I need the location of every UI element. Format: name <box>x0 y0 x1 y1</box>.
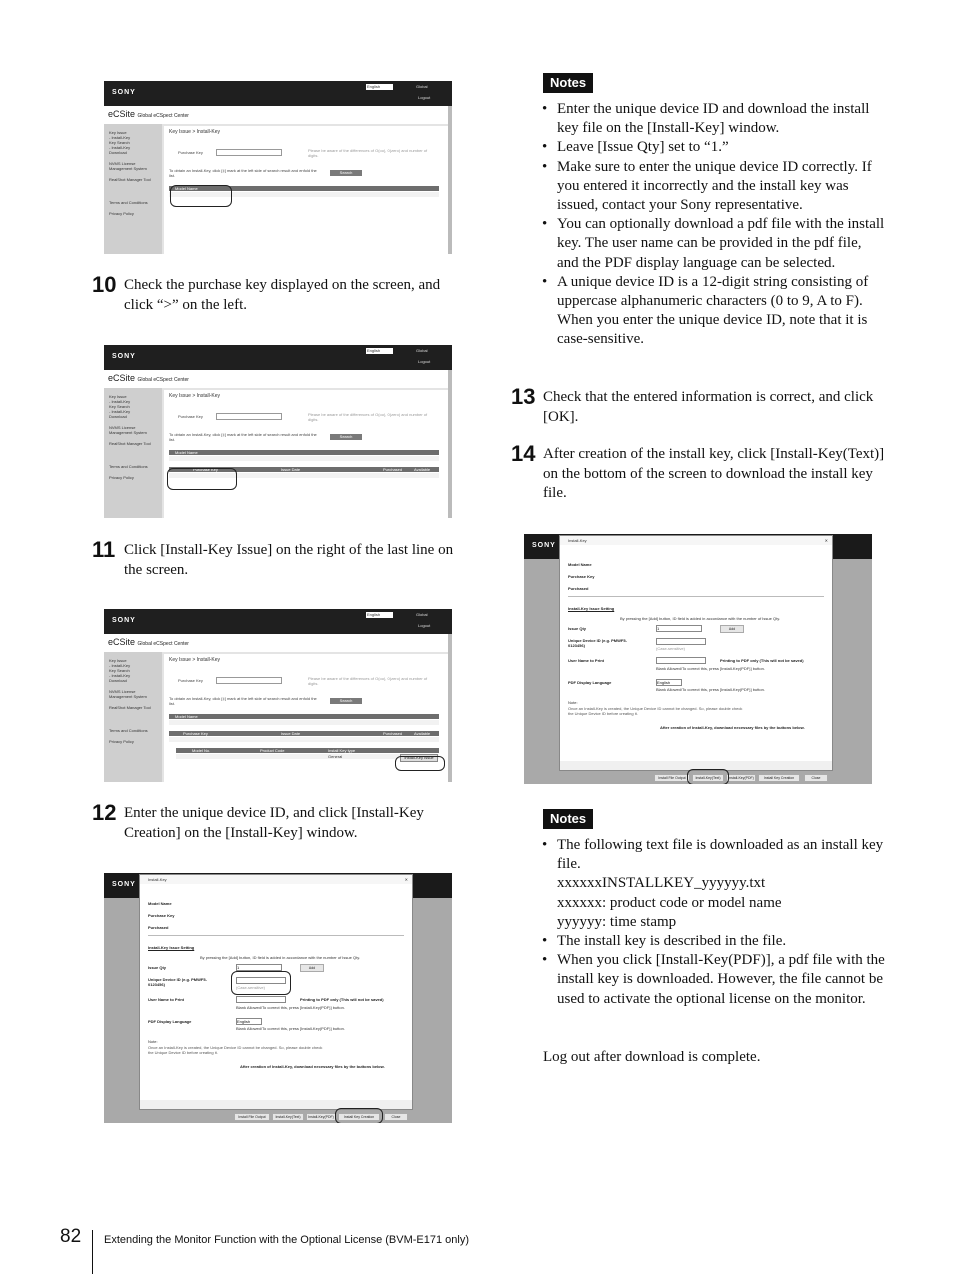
sidebar-item[interactable]: - Install-Key <box>109 145 131 150</box>
step-text: After creation of the install key, click [Install-Key(Text)] on the bottom of the screen to download the install key file. <box>543 446 885 501</box>
sidebar-item[interactable]: Download <box>109 414 127 419</box>
install-key-pdf-button[interactable]: Install-Key(PDF) <box>306 1113 336 1121</box>
pdf-language-label: PDF Display Language <box>568 680 612 685</box>
site-titlebar <box>104 106 452 124</box>
site-titlebar <box>104 370 452 388</box>
screenshot-expanded-list <box>104 345 452 518</box>
sony-logo: SONY <box>532 542 556 549</box>
model-row: General <box>176 754 439 759</box>
site-title: eCSite Global eCSpect Center <box>108 373 189 383</box>
sidebar-item[interactable]: Management System <box>109 430 147 435</box>
pdf-only-note: Printing to PDF only (This will not be saved) <box>300 997 384 1002</box>
notes-badge: Notes <box>543 809 593 829</box>
correct-note: Blank Allowed/To correct this, press [Install-Key(PDF)] button. <box>236 1026 345 1031</box>
purchase-header: Purchase Key Issue Date Purchased Available <box>169 467 439 472</box>
site-header <box>104 81 452 106</box>
purchase-key-input[interactable] <box>216 149 282 156</box>
purchase-row[interactable] <box>169 737 439 742</box>
install-file-output-button[interactable]: Install File Output <box>234 1113 270 1121</box>
blank-allowed-note: Blank Allowed/To correct this, press [Install-Key(PDF)] button. <box>236 1005 345 1010</box>
sidebar-item[interactable]: NVMS License <box>109 425 136 430</box>
site-header <box>104 609 452 634</box>
scrollbar[interactable] <box>448 370 452 518</box>
highlight-issue-button <box>395 756 445 771</box>
pdf-only-note: Printing to PDF only (This will not be saved) <box>720 658 804 663</box>
sidebar <box>104 388 162 518</box>
note-item: • Enter the unique device ID and download the install key file on the [Install-Key] window. <box>541 100 886 138</box>
closing-text: Log out after download is complete. <box>543 1049 761 1065</box>
instruction-text: To obtain an Install-Key, click [‡] mark at the left side of search result and enfold the list. <box>169 696 317 706</box>
note-item: • A unique device ID is a 12-digit string consisting of uppercase alphanumeric characters (0 to 9, A to F). When you enter the unique device ID, note that it is case-sensitive. <box>541 273 886 350</box>
page-number: 82 <box>60 1226 82 1247</box>
sidebar-item[interactable]: Terms and Conditions <box>109 728 148 733</box>
sidebar-item[interactable]: RealShot Manager Tool <box>109 441 151 446</box>
result-row[interactable] <box>169 456 439 461</box>
sony-logo: SONY <box>112 353 136 360</box>
sidebar-item[interactable]: Management System <box>109 694 147 699</box>
sidebar-item[interactable]: NVMS License <box>109 161 136 166</box>
digit-hint: Please be aware of the differences of O(oo), 0(zero) and number of digits. <box>308 676 428 686</box>
purchase-key-label: Purchase Key <box>148 913 175 918</box>
note-body: Once an Install-Key is created, the Unique Device ID cannot be changed. So, please double check the Unique Device ID before creating it. <box>148 1045 323 1055</box>
site-titlebar <box>104 634 452 652</box>
sidebar-item[interactable]: - Install-Key <box>109 399 131 404</box>
sidebar-item[interactable]: - Install-Key <box>109 409 131 414</box>
sony-logo: SONY <box>112 881 136 888</box>
issue-setting-heading: Install-Key Issue Setting <box>148 945 195 950</box>
install-key-text-button[interactable]: Install-Key(Text) <box>692 774 724 782</box>
sidebar-item[interactable]: - Install-Key <box>109 135 131 140</box>
logout-link[interactable]: Logout <box>418 95 431 100</box>
sidebar-item[interactable]: - Install-Key <box>109 663 131 668</box>
after-create-note: After creation of Install-Key, download necessary files by the buttons below. <box>240 1064 385 1069</box>
logout-link[interactable]: Logout <box>418 623 431 628</box>
sidebar-item[interactable]: Management System <box>109 166 147 171</box>
sidebar-item[interactable]: Key Issue <box>109 394 127 399</box>
install-file-output-button[interactable]: Install File Output <box>654 774 690 782</box>
case-sensitive-note: (Case-sensitive) <box>236 985 265 990</box>
note-heading: Note: <box>568 700 578 705</box>
issue-qty-label: Issue Qty <box>568 626 587 631</box>
install-key-creation-button[interactable]: Install Key Creation <box>338 1113 380 1121</box>
sidebar-item[interactable]: Privacy Policy <box>109 739 134 744</box>
step-number: 14 <box>511 441 536 466</box>
highlight-expand-mark <box>167 468 237 490</box>
purchase-key-input[interactable] <box>216 677 282 684</box>
issue-setting-heading: Install-Key Issue Setting <box>568 606 615 611</box>
step-number: 10 <box>92 272 117 297</box>
purchased-label: Purchased <box>568 586 589 591</box>
logout-link[interactable]: Logout <box>418 359 431 364</box>
note-body: Once an Install-Key is created, the Unique Device ID cannot be changed. So, please double check the Unique Device ID before creating it. <box>568 706 743 716</box>
after-create-note: After creation of Install-Key, download necessary files by the buttons below. <box>660 725 805 730</box>
close-button[interactable]: Close <box>384 1113 408 1121</box>
notes-badge: Notes <box>543 73 593 93</box>
close-button[interactable]: Close <box>804 774 828 782</box>
pdf-language-label: PDF Display Language <box>148 1019 192 1024</box>
add-button[interactable]: Add <box>300 964 324 972</box>
sidebar-item[interactable]: Download <box>109 678 127 683</box>
breadcrumb: Key Issue > Install-Key <box>169 129 220 135</box>
note-item: • Leave [Issue Qty] set to “1.” <box>541 138 886 157</box>
dialog-title: Install-Key <box>560 536 832 545</box>
step-number: 13 <box>511 384 536 409</box>
main-panel <box>164 390 448 518</box>
purchase-key-label: Purchase Key <box>178 678 203 683</box>
sidebar-item[interactable]: Key Search <box>109 140 130 145</box>
scrollbar[interactable] <box>448 634 452 782</box>
note-item: • Make sure to enter the unique device ID correctly. If you entered it incorrectly and the install key was issued, contact your Sony representative. <box>541 158 886 216</box>
correct-note: Blank Allowed/To correct this, press [Install-Key(PDF)] button. <box>656 687 765 692</box>
issue-qty-select[interactable]: 1 <box>236 964 282 971</box>
screenshot-install-key-issue <box>104 609 452 782</box>
global-link[interactable]: Global <box>416 348 428 353</box>
notes-list-2 <box>541 836 886 1009</box>
pdf-language-select[interactable]: English <box>656 679 682 686</box>
result-header: Model Name <box>169 714 439 719</box>
screenshot-install-key-dialog <box>104 873 452 1123</box>
sidebar-item[interactable]: Terms and Conditions <box>109 464 148 469</box>
sidebar-item[interactable]: Terms and Conditions <box>109 200 148 205</box>
highlight-model-name <box>170 185 232 207</box>
screenshot-install-key-download <box>524 534 872 784</box>
scrollbar[interactable] <box>448 106 452 254</box>
step-text: Check that the entered information is correct, and click [OK]. <box>543 389 874 425</box>
result-row[interactable] <box>169 720 439 725</box>
sidebar <box>104 652 162 782</box>
install-key-creation-button[interactable]: Install Key Creation <box>758 774 800 782</box>
global-link[interactable]: Global <box>416 612 428 617</box>
instruction-text: To obtain an Install-Key, click [‡] mark at the left side of search result and enfold the list. <box>169 168 317 178</box>
sidebar-item[interactable]: Key Issue <box>109 658 127 663</box>
footer-title: Extending the Monitor Function with the Optional License (BVM-E171 only) <box>104 1234 470 1246</box>
language-select[interactable]: English <box>366 612 393 618</box>
step-number: 11 <box>92 537 116 562</box>
sidebar-item[interactable]: Key Search <box>109 668 130 673</box>
install-key-issue-button[interactable]: Install-Key Issue <box>400 754 438 762</box>
digit-hint: Please be aware of the differences of O(oo), 0(zero) and number of digits. <box>308 148 428 158</box>
note-item: • When you click [Install-Key(PDF)], a pdf file with the install key is downloaded. However, the file cannot be used to activate the optional license on the monitor. <box>541 951 886 1009</box>
search-button[interactable]: Search <box>330 434 362 440</box>
sidebar-item[interactable]: Privacy Policy <box>109 475 134 480</box>
close-icon[interactable]: ✕ <box>824 538 828 543</box>
note-item: • You can optionally download a pdf file with the install key. The user name can be provided in the pdf file, and the PDF display language can be selected. <box>541 215 886 273</box>
sidebar-item[interactable]: Key Search <box>109 404 130 409</box>
instruction-text: To obtain an Install-Key, click [‡] mark at the left side of search result and enfold the list. <box>169 432 317 442</box>
sidebar-item[interactable]: RealShot Manager Tool <box>109 705 151 710</box>
purchase-key-label: Purchase Key <box>178 414 203 419</box>
footer-divider <box>92 1230 93 1274</box>
purchase-key-label: Purchase Key <box>178 150 203 155</box>
sidebar-item[interactable]: Download <box>109 150 127 155</box>
install-key-pdf-button[interactable]: Install-Key(PDF) <box>726 774 756 782</box>
dialog-title: Install-Key <box>140 875 412 884</box>
dialog-buttons <box>524 534 872 784</box>
model-header: Model No. Product Code Install Key type <box>176 748 439 753</box>
step-number: 12 <box>92 800 117 825</box>
add-note: By pressing the [Add] button, ID field is added in accordance with the number of Issue Qty. <box>200 955 361 960</box>
highlight-text-button <box>687 769 729 784</box>
unique-device-id-label: Unique Device ID (e.g. PMWF5-0123456) <box>568 638 627 648</box>
global-link[interactable]: Global <box>416 84 428 89</box>
breadcrumb: Key Issue > Install-Key <box>169 393 220 399</box>
sidebar <box>104 124 162 254</box>
blank-allowed-note: Blank Allowed/To correct this, press [Install-Key(PDF)] button. <box>656 666 765 671</box>
sony-logo: SONY <box>112 89 136 96</box>
highlight-unique-id <box>231 971 291 995</box>
highlight-creation-button <box>335 1108 383 1123</box>
step-text: Click [Install-Key Issue] on the right of the last line on the screen. <box>124 542 454 578</box>
sidebar-item[interactable]: - Install-Key <box>109 673 131 678</box>
note-item: • The following text file is downloaded as an install key file. xxxxxxINSTALLKEY_yyyyyy.txt xxxxxx: product code or model name yyyyyy: time stamp <box>541 836 886 932</box>
sony-logo: SONY <box>112 617 136 624</box>
user-name-label: User Name to Print <box>148 997 185 1002</box>
step-text: Enter the unique device ID, and click [Install-Key Creation] on the [Install-Key] window. <box>124 805 424 841</box>
language-select[interactable]: English <box>366 84 393 90</box>
install-key-text-button[interactable]: Install-Key(Text) <box>272 1113 304 1121</box>
site-title: eCSite Global eCSpect Center <box>108 109 189 119</box>
breadcrumb: Key Issue > Install-Key <box>169 657 220 663</box>
sidebar-item[interactable]: Privacy Policy <box>109 211 134 216</box>
model-name-label: Model Name <box>568 562 592 567</box>
note-heading: Note: <box>148 1039 158 1044</box>
sidebar-item[interactable]: Key Issue <box>109 130 127 135</box>
purchased-label: Purchased <box>148 925 169 930</box>
close-icon[interactable]: ✕ <box>404 877 408 882</box>
sidebar-item[interactable]: NVMS License <box>109 689 136 694</box>
step-text: Check the purchase key displayed on the screen, and click “>” on the left. <box>124 277 441 313</box>
add-note: By pressing the [Add] button, ID field is added in accordance with the number of Issue Qty. <box>620 616 781 621</box>
unique-device-id-label: Unique Device ID (e.g. PMWF5-0123456) <box>148 977 207 987</box>
purchase-header: Purchase Key Issue Date Purchased Available <box>169 731 439 736</box>
dialog-buttons <box>104 873 452 1123</box>
notes-list <box>541 100 886 350</box>
issue-qty-label: Issue Qty <box>148 965 167 970</box>
case-sensitive-note: (Case-sensitive) <box>656 646 685 651</box>
search-button[interactable]: Search <box>330 170 362 176</box>
site-title: eCSite Global eCSpect Center <box>108 637 189 647</box>
sidebar-item[interactable]: RealShot Manager Tool <box>109 177 151 182</box>
pdf-language-select[interactable]: English <box>236 1018 262 1025</box>
user-name-label: User Name to Print <box>568 658 605 663</box>
search-button[interactable]: Search <box>330 698 362 704</box>
result-header: Model Name <box>169 186 439 191</box>
note-item: • The install key is described in the file. <box>541 932 886 951</box>
model-name-label: Model Name <box>148 901 172 906</box>
site-header <box>104 345 452 370</box>
add-button[interactable]: Add <box>720 625 744 633</box>
language-select[interactable]: English <box>366 348 393 354</box>
screenshot-search-result <box>104 81 452 254</box>
purchase-key-input[interactable] <box>216 413 282 420</box>
result-header: Model Name <box>169 450 439 455</box>
issue-qty-select[interactable]: 1 <box>656 625 702 632</box>
purchase-key-label: Purchase Key <box>568 574 595 579</box>
digit-hint: Please be aware of the differences of O(oo), 0(zero) and number of digits. <box>308 412 428 422</box>
